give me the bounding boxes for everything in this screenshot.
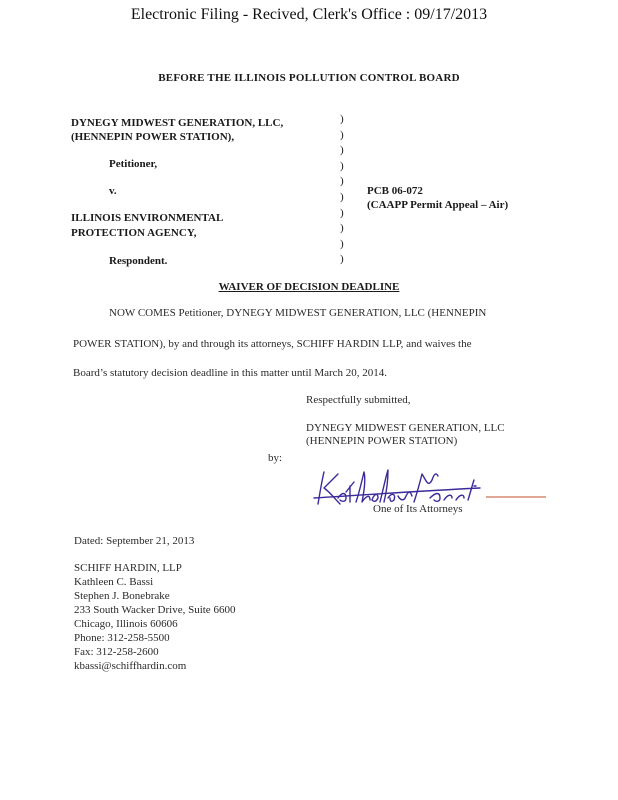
firm-line: Fax: 312-258-2600 — [74, 646, 159, 658]
caption-paren: ) — [340, 113, 344, 125]
firm-line: 233 South Wacker Drive, Suite 6600 — [74, 604, 236, 616]
party-line-1: DYNEGY MIDWEST GENERATION, LLC — [306, 422, 505, 434]
petitioner-name-line1: DYNEGY MIDWEST GENERATION, LLC, — [71, 117, 284, 129]
caption-paren: ) — [340, 190, 344, 203]
board-heading: BEFORE THE ILLINOIS POLLUTION CONTROL BOARD — [158, 72, 460, 84]
caption-paren: ) — [340, 159, 344, 172]
petitioner-role: Petitioner, — [109, 158, 158, 170]
body-line-3: Board’s statutory decision deadline in this matter until March 20, 2014. — [73, 367, 388, 379]
case-type: (CAAPP Permit Appeal – Air) — [367, 199, 509, 211]
petitioner-name-line2: (HENNEPIN POWER STATION), — [71, 131, 235, 143]
filing-stamp: Electronic Filing - Recived, Clerk's Office : 09/17/2013 — [130, 6, 488, 23]
respectfully-submitted: Respectfully submitted, — [306, 394, 411, 406]
caption-paren: ) — [340, 128, 344, 141]
firm-contact-block — [74, 561, 235, 673]
caption-paren: ) — [340, 175, 344, 188]
document-title: WAIVER OF DECISION DEADLINE — [218, 281, 400, 293]
caption-paren: ) — [340, 222, 344, 235]
versus-label: v. — [109, 185, 117, 197]
caption-paren-column — [340, 112, 344, 268]
respondent-role: Respondent. — [109, 255, 168, 267]
respondent-name-line1: ILLINOIS ENVIRONMENTAL — [71, 212, 224, 224]
body-line-1: NOW COMES Petitioner, DYNEGY MIDWEST GENERATION, LLC (HENNEPIN — [109, 307, 487, 319]
dated-line: Dated: September 21, 2013 — [74, 535, 195, 547]
party-line-2: (HENNEPIN POWER STATION) — [306, 435, 458, 447]
respondent-name-line2: PROTECTION AGENCY, — [71, 227, 197, 239]
firm-line: SCHIFF HARDIN, LLP — [74, 562, 182, 574]
caption-paren: ) — [340, 237, 344, 250]
firm-email-link[interactable]: kbassi@schiffhardin.com — [74, 660, 187, 672]
firm-line: Stephen J. Bonebrake — [74, 590, 170, 602]
body-line-2: POWER STATION), by and through its attorneys, SCHIFF HARDIN LLP, and waives the — [73, 338, 472, 350]
firm-line: Kathleen C. Bassi — [74, 576, 154, 588]
caption-paren: ) — [340, 144, 344, 157]
firm-line: Chicago, Illinois 60606 — [74, 618, 178, 630]
caption-paren: ) — [340, 253, 344, 266]
firm-line: Phone: 312-258-5500 — [74, 632, 170, 644]
caption-paren: ) — [340, 206, 344, 219]
case-number: PCB 06-072 — [367, 185, 423, 197]
by-label: by: — [268, 452, 283, 464]
one-of-its-attorneys: One of Its Attorneys — [373, 503, 463, 515]
